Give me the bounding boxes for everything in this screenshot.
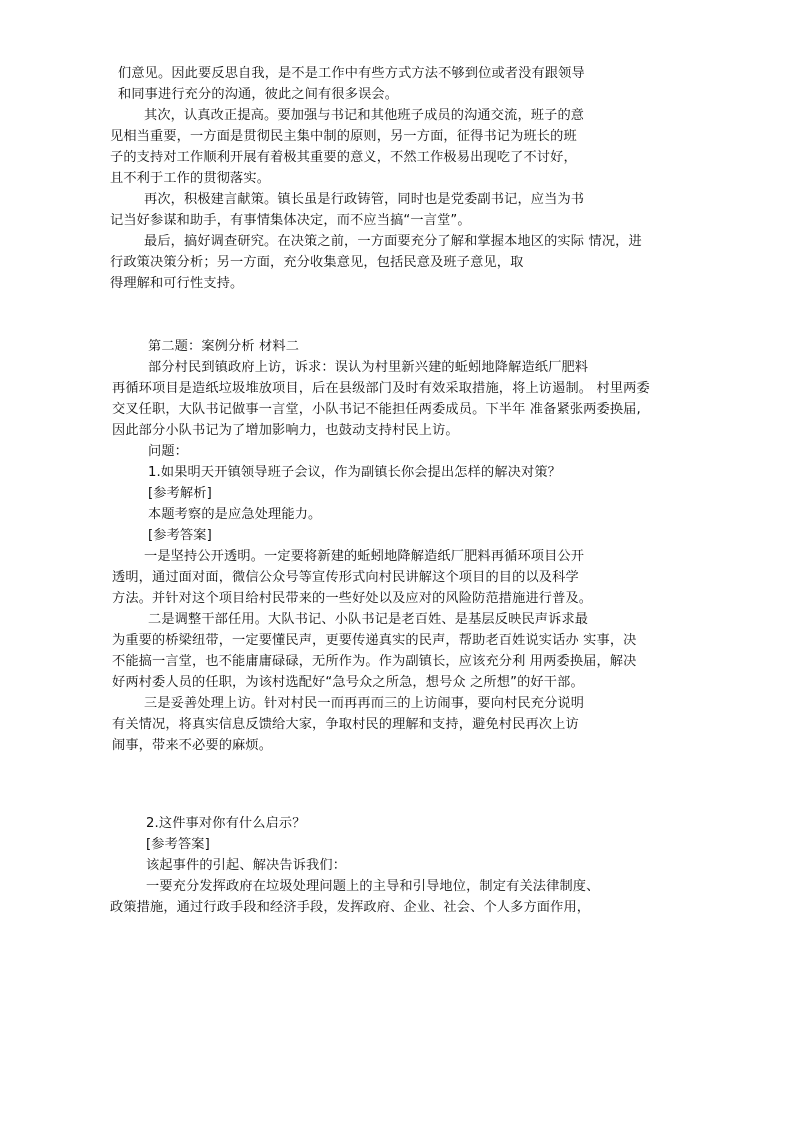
paragraph-line: [参考答案] xyxy=(146,837,210,852)
paragraph-line: 有关情况，将真实信息反馈给大家，争取村民的理解和支持，避免村民再次上访 xyxy=(112,717,579,732)
paragraph-line: 见相当重要，一方面是贯彻民主集中制的原则，另一方面，征得书记为班长的班 xyxy=(110,129,577,144)
paragraph-line: 一是坚持公开透明。一定要将新建的蚯蚓地降解造纸厂肥料再循环项目公开 xyxy=(144,549,585,564)
paragraph-line: 不能搞一言堂，也不能庸庸碌碌，无所作为。作为副镇长，应该充分利 用两委换届，解决 xyxy=(112,654,637,669)
paragraph-line: 因此部分小队书记为了增加影响力，也鼓动支持村民上访。 xyxy=(112,423,459,438)
paragraph-line: 交叉任职，大队书记做事一言堂，小队书记不能担任两委成员。下半年 准备紧张两委换届, xyxy=(112,402,641,417)
paragraph-line: 1.如果明天开镇领导班子会议，作为副镇长你会提出怎样的解决对策？ xyxy=(148,465,562,480)
paragraph-line: 该起事件的引起、解决告诉我们： xyxy=(146,858,347,873)
paragraph-line: 记当好参谋和助手，有事情集体决定，而不应当搞“一言堂”。 xyxy=(110,213,471,228)
paragraph-line: 透明，通过面对面，微信公众号等宣传形式向村民讲解这个项目的目的以及科学 xyxy=(112,570,579,585)
section-heading: 第二题：案例分析 材料二 xyxy=(148,339,300,354)
paragraph-line: 问题： xyxy=(148,444,189,459)
paragraph-line: 再次，积极建言献策。镇长虽是行政铸管，同时也是党委副书记，应当为书 xyxy=(144,192,585,207)
paragraph-line: 行政策决策分析；另一方面，充分收集意见，包括民意及班子意见，取 xyxy=(110,255,524,270)
paragraph-line: [参考解析] xyxy=(148,486,212,501)
paragraph-line: 三是妥善处理上访。针对村民一而再再而三的上访闹事，要向村民充分说明 xyxy=(144,696,585,711)
paragraph-line: 且不利于工作的贯彻落实。 xyxy=(110,171,271,186)
paragraph-line: 得理解和可行性支持。 xyxy=(110,276,244,291)
paragraph-line: 本题考察的是应急处理能力。 xyxy=(148,507,322,522)
paragraph-line: 子的支持对工作顺利开展有着极其重要的意义，不然工作极易出现吃了不讨好， xyxy=(110,150,577,165)
paragraph-line: 再循环项目是造纸垃圾堆放项目，后在县级部门及时有效采取措施，将上访遏制。 村里两委 xyxy=(112,381,650,396)
paragraph-line: 和同事进行充分的沟通，彼此之间有很多误会。 xyxy=(118,87,399,102)
paragraph-line: 政策措施，通过行政手段和经济手段，发挥政府、企业、社会、个人多方面作用， xyxy=(110,900,591,915)
paragraph-line: 部分村民到镇政府上访，诉求：误认为村里新兴建的蚯蚓地降解造纸厂肥料 xyxy=(148,360,589,375)
paragraph-line: 其次，认真改正提高。要加强与书记和其他班子成员的沟通交流，班子的意 xyxy=(144,108,585,123)
paragraph-line: 最后，搞好调查研究。在决策之前，一方面要充分了解和掌握本地区的实际 情况，进 xyxy=(144,234,642,249)
paragraph-line: 为重要的桥梁纽带，一定要懂民声，更要传递真实的民声，帮助老百姓说实话办 实事，决 xyxy=(112,633,637,648)
paragraph-line: 方法。并针对这个项目给村民带来的一些好处以及应对的风险防范措施进行普及。 xyxy=(112,591,593,606)
paragraph-line: 2.这件事对你有什么启示？ xyxy=(146,816,306,831)
paragraph-line: 二是调整干部任用。大队书记、小队书记是老百姓、是基层反映民声诉求最 xyxy=(148,612,589,627)
paragraph-line: 们意见。因此要反思自我，是不是工作中有些方式方法不够到位或者没有跟领导 xyxy=(118,66,585,81)
paragraph-line: 闹事，带来不必要的麻烦。 xyxy=(112,738,273,753)
paragraph-line: 一要充分发挥政府在垃圾处理问题上的主导和引导地位，制定有关法律制度、 xyxy=(146,879,600,894)
paragraph-line: [参考答案] xyxy=(148,528,212,543)
paragraph-line: 好两村委人员的任职，为该村选配好“急号众之所急，想号众 之所想”的好干部。 xyxy=(112,675,584,690)
